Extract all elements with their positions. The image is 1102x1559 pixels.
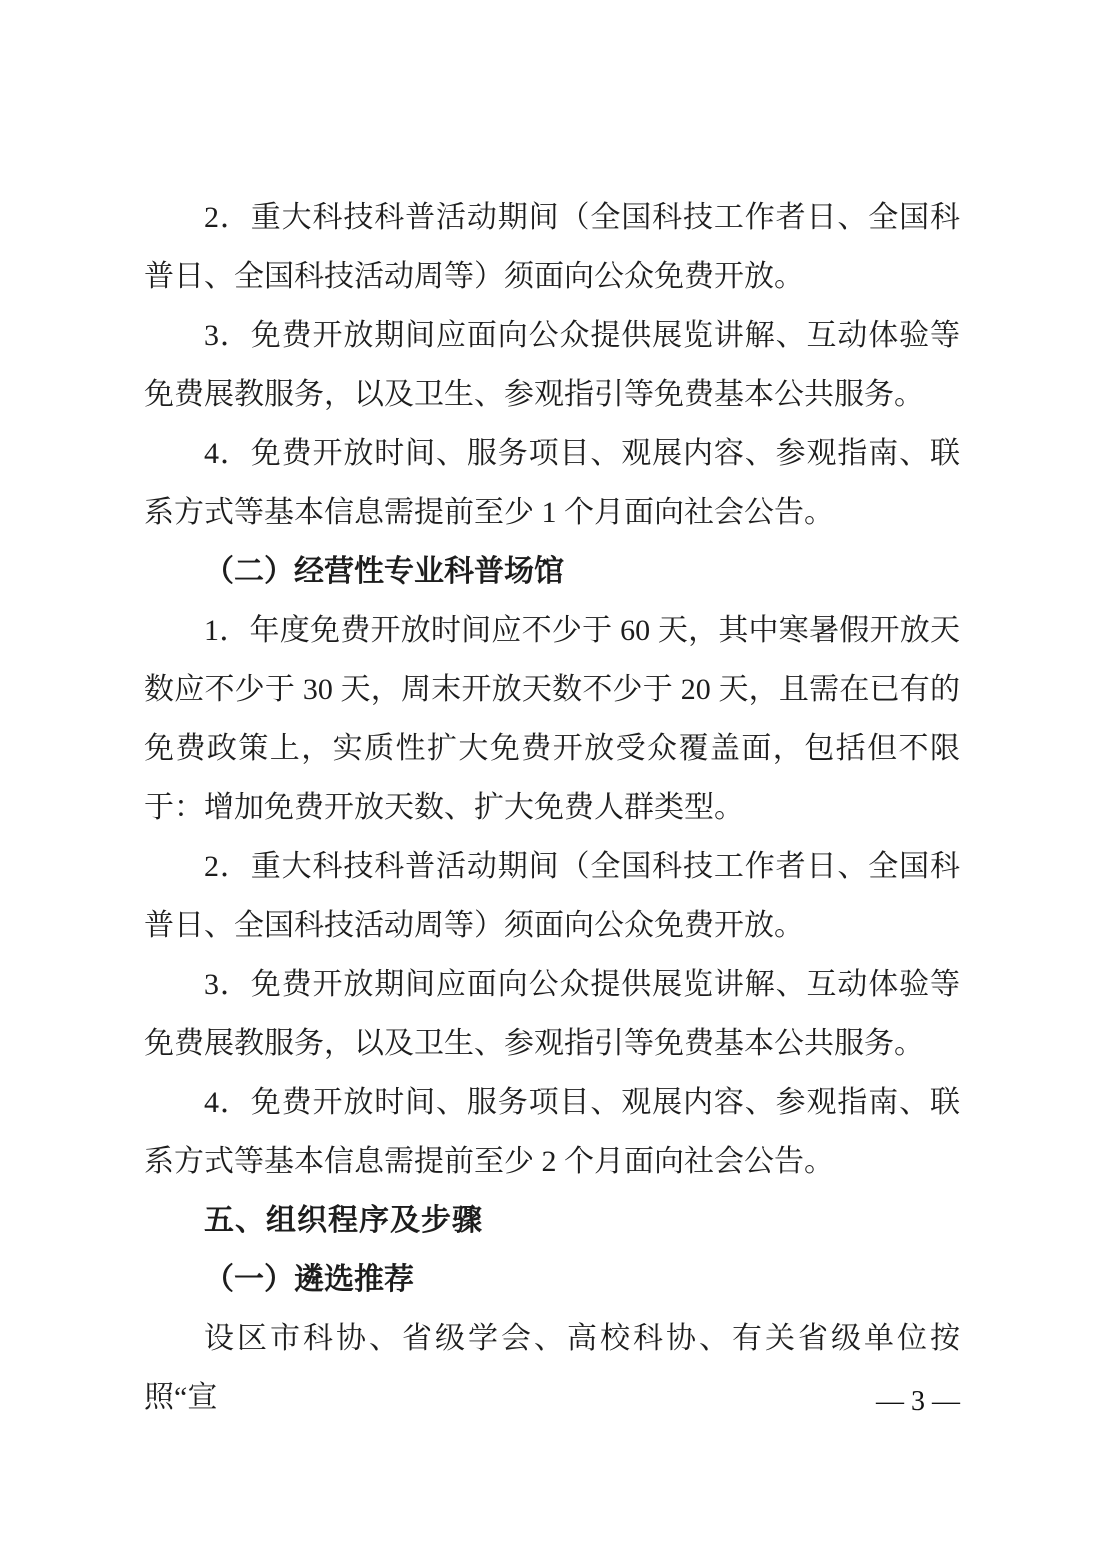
section-heading-5-procedures: 五、组织程序及步骤 (204, 1204, 483, 1237)
paragraph-item-3-free-services-2: 3．免费开放期间应面向公众提供展览讲解、互动体验等免费展教服务，以及卫生、参观指引等免费基本公共服务。 (144, 968, 960, 1060)
paragraph-item-2-free-open-events: 2．重大科技科普活动期间（全国科技工作者日、全国科普日、全国科技活动周等）须面向公众免费开放。 (144, 201, 960, 293)
paragraph-item-4-public-notice-2month: 4．免费开放时间、服务项目、观展内容、参观指南、联系方式等基本信息需提前至少 2 个月面向社会公告。 (144, 1086, 960, 1178)
paragraph-item-1-annual-open-days: 1．年度免费开放时间应不少于 60 天，其中寒暑假开放天数应不少于 30 天，周末开放天数不少于 20 天，且需在已有的免费政策上，实质性扩大免费开放受众覆盖面，包括但不限于：增加免费开放天数、扩大免费人群类型。 (144, 614, 960, 824)
subsection-heading-2-commercial-venues: （二）经营性专业科普场馆 (204, 555, 564, 588)
paragraph-item-4-public-notice-1month: 4．免费开放时间、服务项目、观展内容、参观指南、联系方式等基本信息需提前至少 1 个月面向社会公告。 (144, 437, 960, 529)
subsection-heading-1-selection: （一）遴选推荐 (204, 1263, 414, 1296)
page-number: — 3 — (876, 1386, 960, 1417)
paragraph-item-2-free-open-events-2: 2．重大科技科普活动期间（全国科技工作者日、全国科普日、全国科技活动周等）须面向公众免费开放。 (144, 850, 960, 942)
paragraph-item-3-free-services: 3．免费开放期间应面向公众提供展览讲解、互动体验等免费展教服务，以及卫生、参观指引等免费基本公共服务。 (144, 319, 960, 411)
paragraph-selection-recommendation: 设区市科协、省级学会、高校科协、有关省级单位按照“宣 (144, 1322, 960, 1414)
document-content (144, 188, 960, 1427)
